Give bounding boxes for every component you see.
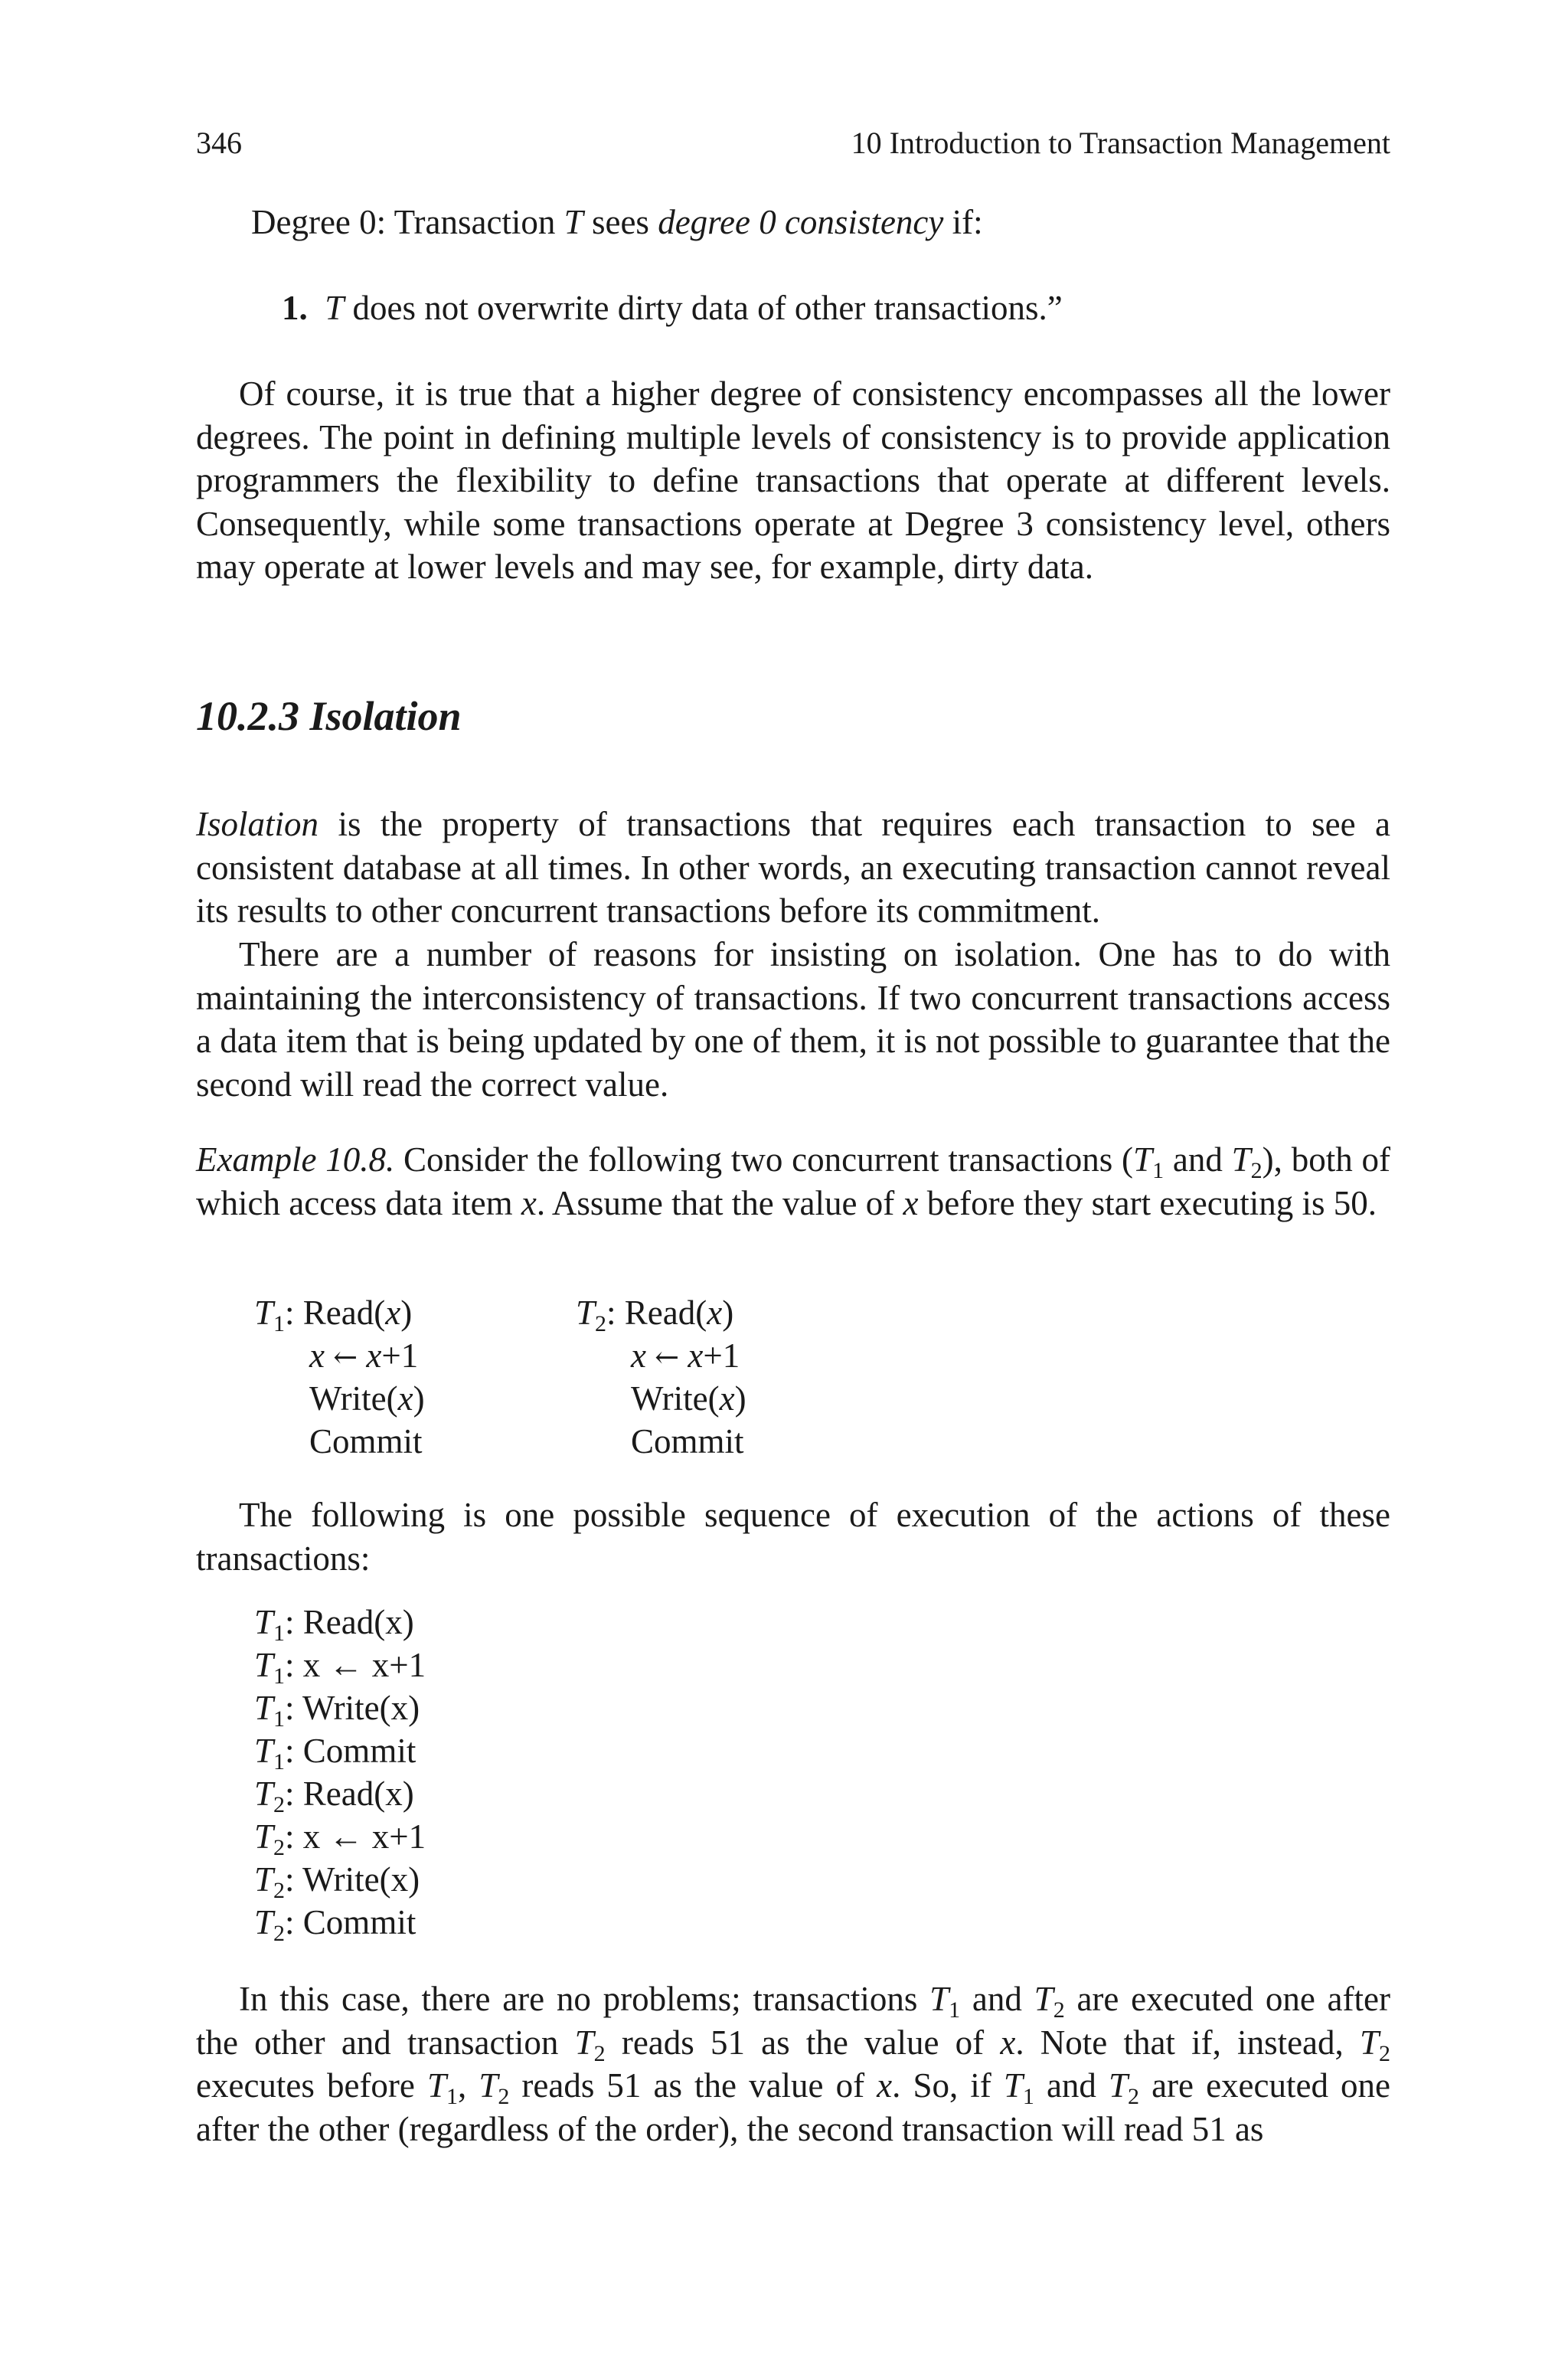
section-heading: 10.2.3 Isolation [196, 693, 462, 739]
sequence-step-6: $T_2$: x ← x+1 [254, 1817, 426, 1860]
example-10-8: Example 10.8. Consider the following two concurrent transactions ($T_1$ and $T_2$), both of which access data item x. Assume that the value of x before they start executing is 50. [196, 1140, 1390, 1222]
isolation-term: Isolation [196, 805, 319, 843]
t2-assign: x ← x+1 [631, 1336, 740, 1375]
t1-commit: Commit [309, 1422, 423, 1460]
sequence-step-2: $T_1$: x ← x+1 [254, 1646, 426, 1689]
t2-write: Write(x) [631, 1379, 746, 1418]
degree0-item-1: 1. T does not overwrite dirty data of other transactions.” [282, 289, 1063, 327]
paragraph-sequence: The following is one possible sequence of execution of the actions of these transactions: [196, 1496, 1390, 1578]
degree0-definition: Degree 0: Transaction T sees degree 0 consistency if: [251, 203, 983, 241]
t1-write: Write(x) [309, 1379, 425, 1418]
sequence-step-8: $T_2$: Commit [254, 1903, 416, 1946]
sequence-step-4: $T_1$: Commit [254, 1732, 416, 1775]
sequence-step-3: $T_1$: Write(x) [254, 1689, 420, 1732]
sequence-step-7: $T_2$: Write(x) [254, 1860, 420, 1903]
t1-read: $T_1$: Read(x) [254, 1294, 413, 1336]
t2-commit: Commit [631, 1422, 744, 1460]
sequence-step-1: $T_1$: Read(x) [254, 1603, 414, 1646]
paragraph-isolation: Isolation is the property of transactions that requires each transaction to see a consistent database at all times. In other words, an executing transaction cannot reveal its results to other concurrent transactions before its commitment. [196, 805, 1390, 930]
example-label: Example 10.8. [196, 1140, 395, 1179]
t2-read: $T_2$: Read(x) [576, 1294, 734, 1336]
t1-assign: x ← x+1 [309, 1336, 419, 1375]
sequence-step-5: $T_2$: Read(x) [254, 1775, 414, 1817]
paragraph-final: In this case, there are no problems; transactions $T_1$ and $T_2$ are executed one after the other and transaction $T_2$ reads 51 as the value of x. Note that if, instead, $T_2$ executes before $T_1$, $T_2$ reads 51 as the value of x. So, if $T_1$ and $T_2$ are executed one after the other (regardless of the order), the second transaction will read 51 as [196, 1980, 1391, 2148]
paragraph-reasons: There are a number of reasons for insisting on isolation. One has to do with maintaining the interconsistency of transactions. If two concurrent transactions access a data item that is being updated by one of them, it is not possible to guarantee that the second will read the correct value. [196, 935, 1390, 1104]
running-head [196, 124, 1390, 162]
page-number: 346 [196, 126, 242, 160]
chapter-title: 10 Introduction to Transaction Management [851, 126, 1390, 160]
book-page [196, 0, 1390, 2378]
paragraph-consistency: Of course, it is true that a higher degree of consistency encompasses all the lower degrees. The point in defining multiple levels of consistency is to provide application programmers the flexibility to define transactions that operate at different levels. Consequently, while some transactions operate at Degree 3 consistency level, others may operate at lower levels and may see, for example, dirty data. [196, 375, 1390, 586]
